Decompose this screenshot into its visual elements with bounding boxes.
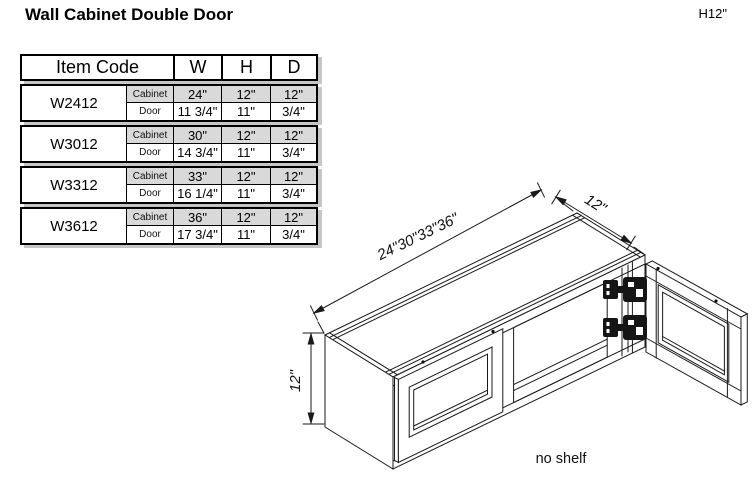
header-width: W <box>173 56 221 79</box>
door-depth: 3/4" <box>270 226 316 243</box>
row-label-door: Door <box>126 144 173 161</box>
open-right-door <box>646 261 747 405</box>
width-dimension-label: 24"30"33"36" <box>374 210 462 264</box>
row-label-cabinet: Cabinet <box>126 86 173 103</box>
item-code: W3612 <box>50 217 98 235</box>
row-label-cabinet: Cabinet <box>126 209 173 226</box>
cabinet-height: 12" <box>221 168 270 185</box>
door-height: 11" <box>221 185 270 202</box>
cabinet-height: 12" <box>221 127 270 144</box>
cabinet-height: 12" <box>221 209 270 226</box>
door-width: 16 1/4" <box>173 185 221 202</box>
row-label-door: Door <box>126 185 173 202</box>
item-code: W3012 <box>50 135 98 153</box>
cabinet-width: 33" <box>173 168 221 185</box>
depth-dimension-label: 12" <box>581 191 610 218</box>
door-width: 17 3/4" <box>173 226 221 243</box>
no-shelf-note: no shelf <box>535 451 587 467</box>
door-height: 11" <box>221 103 270 120</box>
height-dimension <box>287 333 324 424</box>
table-row-group <box>20 84 318 122</box>
table-header-row <box>20 54 318 81</box>
cabinet-depth: 12" <box>270 168 316 185</box>
cabinet-depth: 12" <box>270 209 316 226</box>
row-label-cabinet: Cabinet <box>126 168 173 185</box>
spec-table <box>20 54 318 248</box>
cabinet-width: 24" <box>173 86 221 103</box>
header-item-code: Item Code <box>55 57 140 77</box>
door-height: 11" <box>221 226 270 243</box>
door-width: 14 3/4" <box>173 144 221 161</box>
table-row-group <box>20 125 318 163</box>
page-title: Wall Cabinet Double Door <box>25 5 234 24</box>
hinge-icon-top <box>603 277 647 302</box>
cabinet-width: 30" <box>173 127 221 144</box>
cabinet-depth: 12" <box>270 127 316 144</box>
header-height: H <box>221 56 270 79</box>
door-height: 11" <box>221 144 270 161</box>
height-dimension-label: 12" <box>287 369 304 393</box>
row-label-door: Door <box>126 226 173 243</box>
cabinet-height: 12" <box>221 86 270 103</box>
header-depth: D <box>270 56 316 79</box>
table-row-group <box>20 207 318 245</box>
row-label-door: Door <box>126 103 173 120</box>
row-label-cabinet: Cabinet <box>126 127 173 144</box>
height-code-label: H12" <box>698 6 727 21</box>
cabinet-width: 36" <box>173 209 221 226</box>
cabinet-isometric-drawing <box>280 172 755 481</box>
cabinet-depth: 12" <box>270 86 316 103</box>
hinge-icon-bottom <box>603 315 647 340</box>
table-row-group <box>20 166 318 204</box>
door-depth: 3/4" <box>270 185 316 202</box>
door-depth: 3/4" <box>270 103 316 120</box>
item-code: W3312 <box>50 176 98 194</box>
door-width: 11 3/4" <box>173 103 221 120</box>
door-depth: 3/4" <box>270 144 316 161</box>
item-code: W2412 <box>50 94 98 112</box>
